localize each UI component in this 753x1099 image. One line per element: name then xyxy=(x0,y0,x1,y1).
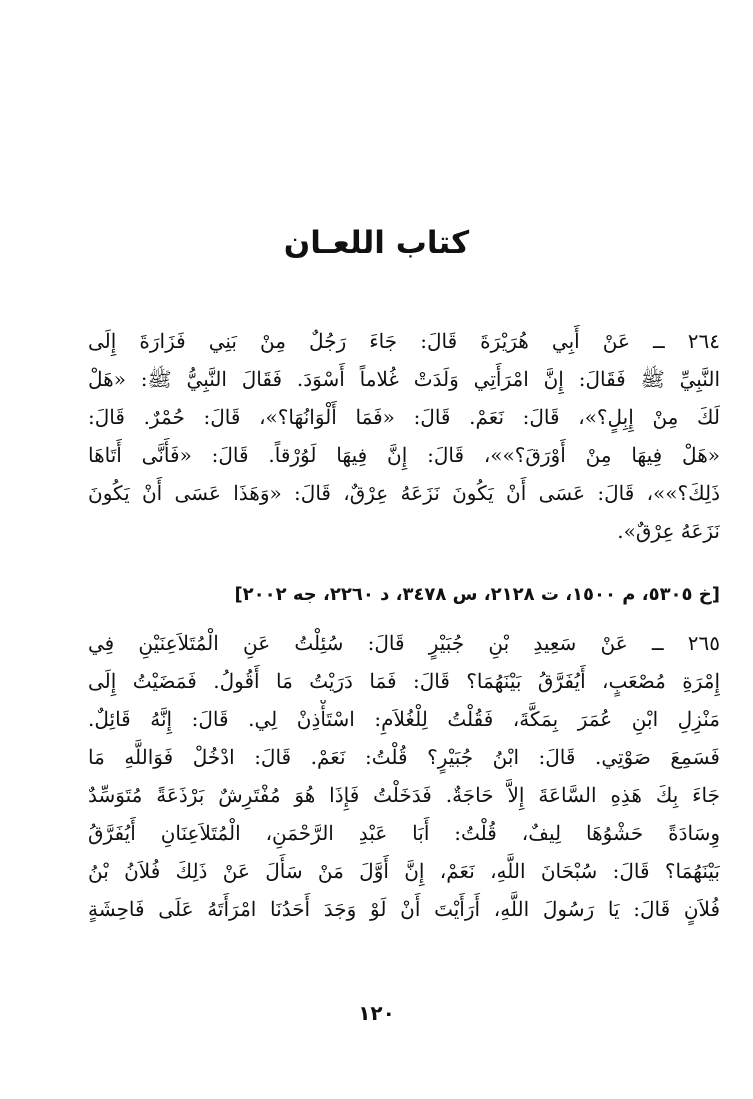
text-line: مَنْزِلِ ابْنِ عُمَرَ بِمَكَّةَ، فَقُلْتُ لِلْغُلاَمِ: اسْتَأْذِنْ لِي. قَالَ: إِنَّهُ قَائِلٌ. xyxy=(88,707,720,731)
text-line: وِسَادَةً حَشْوُهَا لِيفٌ، قُلْتُ: أَبَا عَبْدِ الرَّحْمَنِ، الْمُتَلاَعِنَانِ أَيُفَرَّقُ xyxy=(88,821,720,845)
text-line: ٢٦٤ ــ عَنْ أَبِي هُرَيْرَةَ قَالَ: جَاءَ رَجُلٌ مِنْ بَنِي فَزَارَةَ إِلَى xyxy=(88,329,720,353)
text-line: بَيْنَهُمَا؟ قَالَ: سُبْحَانَ اللَّهِ، نَعَمْ، إِنَّ أَوَّلَ مَنْ سَأَلَ عَنْ ذَلِكَ فُلاَنُ بْنُ xyxy=(88,859,720,883)
text-line: لَكَ مِنْ إِبِلٍ؟»، قَالَ: نَعَمْ. قَالَ: «فَمَا أَلْوَانُهَا؟»، قَالَ: حُمْرٌ. قَالَ: xyxy=(88,405,720,429)
text-line: جَاءَ بِكَ هَذِهِ السَّاعَةَ إِلاَّ حَاجَةٌ. فَدَخَلْتُ فَإِذَا هُوَ مُفْتَرِشٌ بَرْذَعَةً مُتَوَسِّدٌ xyxy=(88,783,720,807)
text-line: النَّبِيِّ ﷺ فَقَالَ: إِنَّ امْرَأَتِي وَلَدَتْ غُلاماً أَسْوَدَ. فَقَالَ النَّبِيُّ ﷺ: «هَلْ xyxy=(88,367,720,391)
text-line: فُلاَنٍ قَالَ: يَا رَسُولَ اللَّهِ، أَرَأَيْتَ أَنْ لَوْ وَجَدَ أَحَدُنَا امْرَأَتَهُ عَلَى فَاحِشَةٍ xyxy=(88,897,720,921)
hadith-264 xyxy=(88,322,720,550)
chapter-title: كتاب اللعـان xyxy=(283,225,470,261)
text-line: نَزَعَهُ عِرْقٌ». xyxy=(617,519,720,543)
page-number: ١٢٠ xyxy=(358,1001,395,1025)
text-line: «هَلْ فِيهَا مِنْ أَوْرَقَ؟»»، قَالَ: إِنَّ فِيهَا لَوُرْقاً. قَالَ: «فَأَنَّى أَتَاهَا xyxy=(88,443,720,467)
source-reference: [خ ٥٣٠٥، م ١٥٠٠، ت ٢١٢٨، س ٣٤٧٨، د ٢٢٦٠، جه ٢٠٠٢] xyxy=(234,584,720,605)
text-line: ٢٦٥ ــ عَنْ سَعِيدِ بْنِ جُبَيْرٍ قَالَ: سُئِلْتُ عَنِ الْمُتَلاَعِنَيْنِ فِي xyxy=(88,631,720,655)
hadith-265 xyxy=(88,624,720,928)
text-line: إِمْرَةِ مُصْعَبٍ، أَيُفَرَّقُ بَيْنَهُمَا؟ قَالَ: فَمَا دَرَيْتُ مَا أَقُولُ. فَمَضَيْتُ إِلَى xyxy=(88,669,720,693)
text-line: ذَلِكَ؟»»، قَالَ: عَسَى أَنْ يَكُونَ نَزَعَهُ عِرْقٌ، قَالَ: «وَهَذَا عَسَى أَنْ يَكُونَ xyxy=(88,481,720,505)
text-line: فَسَمِعَ صَوْتِي. قَالَ: ابْنُ جُبَيْرٍ؟ قُلْتُ: نَعَمْ. قَالَ: ادْخُلْ فَوَاللَّهِ مَا xyxy=(88,745,720,769)
